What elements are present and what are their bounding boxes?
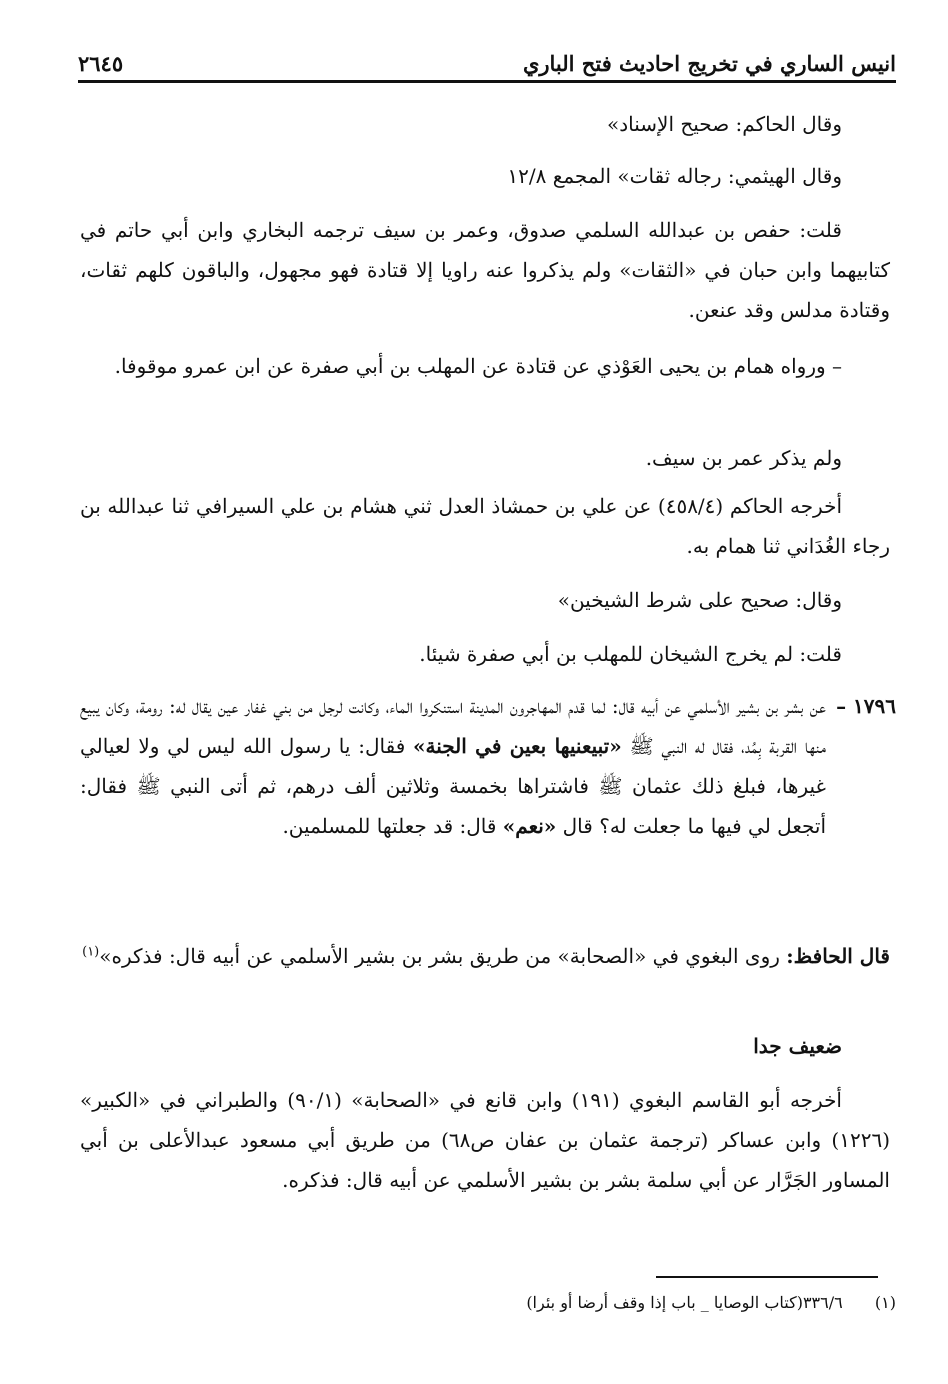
paragraph-shaykhayn: وقال: صحيح على شرط الشيخين» bbox=[557, 588, 842, 612]
paragraph-hammam: – ورواه همام بن يحيى العَوْذي عن قتادة عن المهلب بن أبي صفرة عن ابن عمرو موقوفا. bbox=[114, 354, 842, 378]
paragraph-qultu-1: قلت: حفص بن عبدالله السلمي صدوق، وعمر بن سيف ترجمه البخاري وابن أبي حاتم في كتابيهما وابن حبان في «الثقات» ولم يذكروا عنه راويا إلا قتادة فهو مجهول، والباقون كلهم ثقات، وقتادة مدلس وقد عنعن. bbox=[80, 218, 890, 322]
footnote-rule bbox=[656, 1276, 878, 1278]
running-title: انيس الساري في تخريج احاديث فتح الباري bbox=[522, 51, 896, 76]
page-header bbox=[78, 40, 896, 76]
paragraph-haythami: وقال الهيثمي: رجاله ثقات» المجمع ١٢/٨ bbox=[507, 164, 842, 188]
hadith-block bbox=[80, 686, 896, 926]
page-number: ٢٦٤٥ bbox=[78, 51, 124, 76]
hadith-part-2: فقال: يا رسول الله ليس لي ولا لعيالي غيرها، فبلغ ذلك عثمان ﷺ فاشتراها بخمسة وثلاثين ألف درهم، ثم أتى النبي ﷺ فقال: أتجعل لي فيها ما جعلت له؟ قال bbox=[80, 734, 826, 838]
hadith-number: ١٧٩٦ bbox=[853, 694, 896, 718]
hadith-quote-1: «تبيعنيها بعين في الجنة» bbox=[413, 734, 622, 758]
footnote bbox=[80, 1290, 896, 1316]
hadith-text bbox=[80, 686, 826, 846]
paragraph-hakim-takhrij: أخرجه الحاكم (٤٥٨/٤) عن علي بن حمشاذ العدل ثني هشام بن علي السيرافي ثنا عبدالله بن رجاء الغُدَاني ثنا همام به. bbox=[80, 494, 890, 558]
paragraph-takhrij: أخرجه أبو القاسم البغوي (١٩١) وابن قانع في «الصحابة» (٩٠/١) والطبراني في «الكبير» (١٢٢٦) وابن عساكر (ترجمة عثمان بن عفان ص٦٨) من طريق أبي مسعود عبدالأعلى بن أبي المساور الجَرَّار عن أبي سلمة بشر بن بشير الأسلمي عن أبيه قال: فذكره. bbox=[80, 1088, 890, 1192]
hadith-number-label bbox=[828, 686, 896, 726]
header-rule bbox=[78, 80, 896, 83]
footnote-reference: (١) bbox=[82, 944, 100, 960]
hafiz-text: روى البغوي في «الصحابة» من طريق بشر بن بشير الأسلمي عن أبيه قال: فذكره» bbox=[99, 944, 787, 968]
hadith-quote-2: «نعم» bbox=[502, 814, 557, 838]
hadith-dash: – bbox=[836, 694, 847, 718]
grading-heading: ضعيف جدا bbox=[753, 1034, 842, 1058]
hafiz-label: قال الحافظ: bbox=[786, 944, 890, 968]
paragraph-hakim: وقال الحاكم: صحيح الإسناد» bbox=[607, 112, 842, 136]
hadith-part-3: قال: قد جعلتها للمسلمين. bbox=[282, 814, 503, 838]
footnote-marker: (١) bbox=[874, 1293, 896, 1312]
hadith-part-1: عن بشر بن بشير الأسلمي عن أبيه قال: لما قدم المهاجرون المدينة استنكروا الماء، وكانت لرجل من بني غفار عين يقال له: رومة، وكان يبيع منها القربة بِمُد، فقال له النبي ﷺ bbox=[80, 694, 826, 758]
paragraph-umar: ولم يذكر عمر بن سيف. bbox=[645, 446, 842, 470]
footnote-text: ٣٣٦/٦(كتاب الوصايا _ باب إذا وقف أرضا أو بئرا) bbox=[526, 1293, 843, 1312]
paragraph-qultu-2: قلت: لم يخرج الشيخان للمهلب بن أبي صفرة شيئا. bbox=[419, 642, 842, 666]
paragraph-hafiz bbox=[80, 936, 890, 976]
